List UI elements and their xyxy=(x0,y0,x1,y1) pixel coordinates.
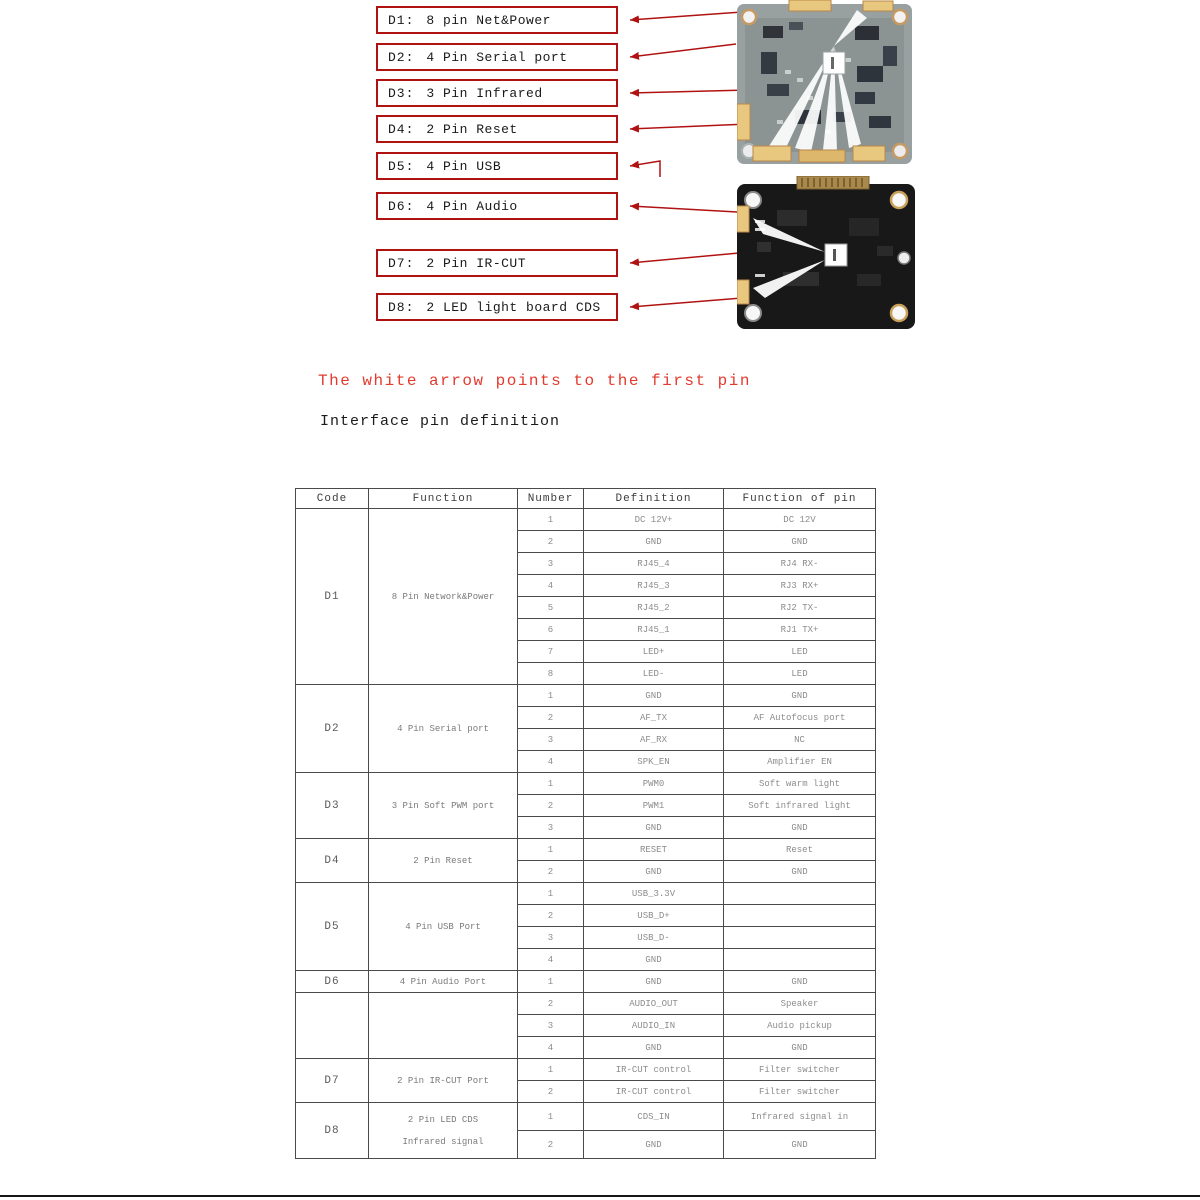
pin-function-cell: Audio pickup xyxy=(724,1015,876,1037)
connector-text: 4 Pin Serial port xyxy=(426,49,568,65)
function-text: 2 Pin LED CDS xyxy=(407,1114,479,1125)
number-cell: 2 xyxy=(518,993,584,1015)
pin-function-cell: Soft infrared light xyxy=(724,795,876,817)
pin-function-cell: GND xyxy=(724,531,876,553)
definition-cell: USB_D+ xyxy=(584,905,724,927)
definition-cell: AF_RX xyxy=(584,729,724,751)
arrow-d1 xyxy=(630,12,742,20)
arrow-d7 xyxy=(630,252,750,263)
pin-function-cell xyxy=(724,927,876,949)
definition-cell: AUDIO_OUT xyxy=(584,993,724,1015)
function-text: 4 Pin USB Port xyxy=(405,921,481,932)
pin-function-cell: Reset xyxy=(724,839,876,861)
definition-cell: GND xyxy=(584,949,724,971)
number-cell: 8 xyxy=(518,663,584,685)
function-cell xyxy=(369,1103,518,1159)
connector-code: D6: xyxy=(388,198,415,214)
pin-function-cell: LED xyxy=(724,641,876,663)
pin-function-cell: GND xyxy=(724,1037,876,1059)
definition-cell: IR-CUT control xyxy=(584,1059,724,1081)
table-header-cell: Number xyxy=(518,489,584,509)
number-cell: 1 xyxy=(518,883,584,905)
table-header-row xyxy=(296,489,876,509)
code-cell: D7 xyxy=(296,1059,369,1103)
function-cell xyxy=(369,883,518,971)
definition-cell: PWM1 xyxy=(584,795,724,817)
pcb-photo-top xyxy=(737,0,912,173)
function-text: 2 Pin Reset xyxy=(413,855,473,866)
table-row xyxy=(296,971,876,993)
function-cell xyxy=(369,993,518,1059)
definition-cell: GND xyxy=(584,1131,724,1159)
pin-function-cell: RJ1 TX+ xyxy=(724,619,876,641)
pcb-bottom-graphic xyxy=(737,176,915,333)
code-cell: D3 xyxy=(296,773,369,839)
connector-label-box-6 xyxy=(376,192,618,220)
pin-function-cell xyxy=(724,883,876,905)
white-arrow-note: The white arrow points to the first pin xyxy=(318,372,751,390)
definition-cell: GND xyxy=(584,861,724,883)
table-row xyxy=(296,883,876,905)
code-cell: D8 xyxy=(296,1103,369,1159)
arrow-d4 xyxy=(630,124,748,129)
code-cell: D6 xyxy=(296,971,369,993)
number-cell: 3 xyxy=(518,1015,584,1037)
definition-cell: RJ45_2 xyxy=(584,597,724,619)
pin-function-cell: RJ4 RX- xyxy=(724,553,876,575)
arrow-d2 xyxy=(630,44,736,57)
connector-label-box-3 xyxy=(376,79,618,107)
definition-cell: RESET xyxy=(584,839,724,861)
number-cell: 7 xyxy=(518,641,584,663)
table-row xyxy=(296,773,876,795)
code-cell: D5 xyxy=(296,883,369,971)
number-cell: 1 xyxy=(518,1103,584,1131)
table-row xyxy=(296,839,876,861)
function-cell xyxy=(369,971,518,993)
connector-label-box-2 xyxy=(376,43,618,71)
number-cell: 2 xyxy=(518,1131,584,1159)
definition-cell: USB_3.3V xyxy=(584,883,724,905)
number-cell: 6 xyxy=(518,619,584,641)
number-cell: 4 xyxy=(518,1037,584,1059)
definition-cell: AUDIO_IN xyxy=(584,1015,724,1037)
connector-code: D5: xyxy=(388,158,415,174)
number-cell: 2 xyxy=(518,795,584,817)
arrow-d5 xyxy=(630,161,660,177)
number-cell: 3 xyxy=(518,729,584,751)
number-cell: 1 xyxy=(518,971,584,993)
definition-cell: LED+ xyxy=(584,641,724,663)
pin-function-cell xyxy=(724,949,876,971)
pin-function-cell: RJ3 RX+ xyxy=(724,575,876,597)
table-header-cell: Function xyxy=(369,489,518,509)
number-cell: 2 xyxy=(518,1081,584,1103)
code-cell: D4 xyxy=(296,839,369,883)
function-text: 4 Pin Serial port xyxy=(397,723,489,734)
function-text: 8 Pin Network&Power xyxy=(391,591,495,602)
number-cell: 3 xyxy=(518,927,584,949)
number-cell: 1 xyxy=(518,685,584,707)
pin-function-cell: Infrared signal in xyxy=(724,1103,876,1131)
table-row xyxy=(296,1059,876,1081)
pin-function-cell: Soft warm light xyxy=(724,773,876,795)
connector-code: D3: xyxy=(388,85,415,101)
pin-function-cell: Amplifier EN xyxy=(724,751,876,773)
pin-function-cell: Speaker xyxy=(724,993,876,1015)
arrow-d6 xyxy=(630,206,737,212)
definition-cell: GND xyxy=(584,531,724,553)
number-cell: 3 xyxy=(518,817,584,839)
pin-function-cell: Filter switcher xyxy=(724,1059,876,1081)
connector-code: D1: xyxy=(388,12,415,28)
number-cell: 3 xyxy=(518,553,584,575)
number-cell: 1 xyxy=(518,509,584,531)
connector-text: 4 Pin Audio xyxy=(426,198,518,214)
definition-cell: RJ45_3 xyxy=(584,575,724,597)
number-cell: 2 xyxy=(518,531,584,553)
code-cell xyxy=(296,993,369,1059)
definition-cell: RJ45_1 xyxy=(584,619,724,641)
definition-cell: CDS_IN xyxy=(584,1103,724,1131)
table-row xyxy=(296,993,876,1015)
pin-function-cell: DC 12V xyxy=(724,509,876,531)
pin-function-cell: NC xyxy=(724,729,876,751)
pin-function-cell: RJ2 TX- xyxy=(724,597,876,619)
code-cell: D1 xyxy=(296,509,369,685)
pcb-photo-bottom xyxy=(737,176,915,338)
function-text: 2 Pin IR-CUT Port xyxy=(397,1075,489,1086)
connector-code: D8: xyxy=(388,299,415,315)
table-title: Interface pin definition xyxy=(320,413,561,430)
pin-function-cell: GND xyxy=(724,817,876,839)
pin-function-cell: AF Autofocus port xyxy=(724,707,876,729)
definition-cell: GND xyxy=(584,817,724,839)
function-cell xyxy=(369,685,518,773)
table-header-cell: Code xyxy=(296,489,369,509)
pin-function-cell: GND xyxy=(724,1131,876,1159)
pin-function-cell xyxy=(724,905,876,927)
number-cell: 1 xyxy=(518,773,584,795)
function-cell xyxy=(369,1059,518,1103)
function-cell xyxy=(369,839,518,883)
table-row xyxy=(296,1103,876,1131)
pin-function-cell: Filter switcher xyxy=(724,1081,876,1103)
connector-text: 3 Pin Infrared xyxy=(426,85,543,101)
pcb-top-graphic xyxy=(737,0,912,168)
connector-label-box-4 xyxy=(376,115,618,143)
number-cell: 2 xyxy=(518,861,584,883)
function-cell xyxy=(369,509,518,685)
pin-function-cell: LED xyxy=(724,663,876,685)
definition-cell: DC 12V+ xyxy=(584,509,724,531)
connector-text: 2 Pin Reset xyxy=(426,121,518,137)
number-cell: 5 xyxy=(518,597,584,619)
definition-cell: RJ45_4 xyxy=(584,553,724,575)
code-cell: D2 xyxy=(296,685,369,773)
connector-code: D7: xyxy=(388,255,415,271)
function-text: 3 Pin Soft PWM port xyxy=(391,800,495,811)
number-cell: 1 xyxy=(518,1059,584,1081)
definition-cell: GND xyxy=(584,971,724,993)
arrow-d3 xyxy=(630,90,748,93)
pin-function-cell: GND xyxy=(724,971,876,993)
table-header-cell: Definition xyxy=(584,489,724,509)
connector-code: D4: xyxy=(388,121,415,137)
connector-text: 2 LED light board CDS xyxy=(426,299,601,315)
page-bottom-rule xyxy=(0,1195,1200,1197)
connector-label-box-7 xyxy=(376,249,618,277)
number-cell: 2 xyxy=(518,707,584,729)
table-row xyxy=(296,509,876,531)
connector-code: D2: xyxy=(388,49,415,65)
function-text: 4 Pin Audio Port xyxy=(399,976,487,987)
function-text-2: Infrared signal xyxy=(402,1136,484,1147)
definition-cell: GND xyxy=(584,1037,724,1059)
table-row xyxy=(296,685,876,707)
connector-text: 2 Pin IR-CUT xyxy=(426,255,527,271)
table-header-cell: Function of pin xyxy=(724,489,876,509)
number-cell: 1 xyxy=(518,839,584,861)
definition-cell: PWM0 xyxy=(584,773,724,795)
pin-function-cell: GND xyxy=(724,861,876,883)
number-cell: 4 xyxy=(518,575,584,597)
connector-label-box-8 xyxy=(376,293,618,321)
pin-definition-table xyxy=(295,488,876,1159)
number-cell: 2 xyxy=(518,905,584,927)
definition-cell: AF_TX xyxy=(584,707,724,729)
definition-cell: LED- xyxy=(584,663,724,685)
definition-cell: SPK_EN xyxy=(584,751,724,773)
connector-label-box-5 xyxy=(376,152,618,180)
number-cell: 4 xyxy=(518,751,584,773)
connector-label-box-1 xyxy=(376,6,618,34)
function-cell xyxy=(369,773,518,839)
definition-cell: GND xyxy=(584,685,724,707)
arrow-d8 xyxy=(630,298,742,307)
definition-cell: USB_D- xyxy=(584,927,724,949)
pin-function-cell: GND xyxy=(724,685,876,707)
definition-cell: IR-CUT control xyxy=(584,1081,724,1103)
number-cell: 4 xyxy=(518,949,584,971)
connector-text: 4 Pin USB xyxy=(426,158,502,174)
connector-text: 8 pin Net&Power xyxy=(426,12,551,28)
